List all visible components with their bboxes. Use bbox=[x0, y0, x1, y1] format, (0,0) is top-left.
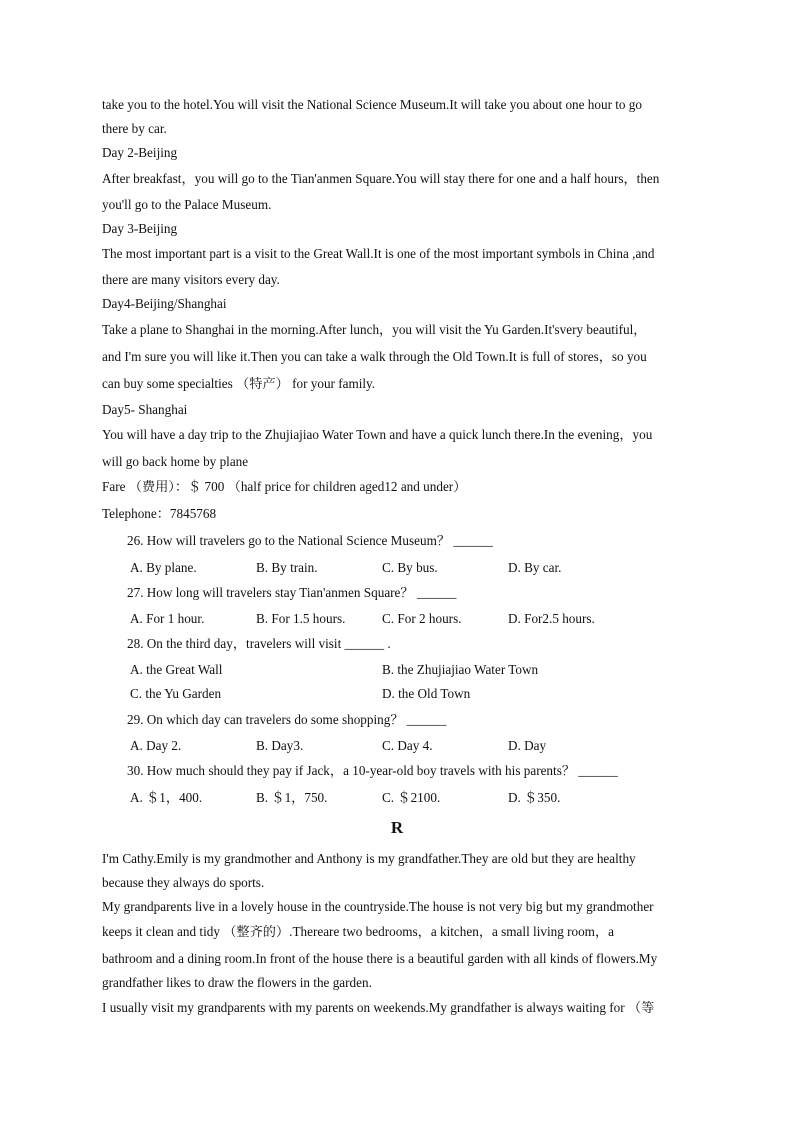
passage-line: After breakfast，you will go to the Tian'anmen Square.You will stay there for one and a half hours，then bbox=[102, 171, 660, 186]
option-d: D. Day bbox=[508, 738, 547, 753]
option-c: C. the Yu Garden bbox=[130, 686, 222, 701]
option-a: A. For 1 hour. bbox=[130, 611, 205, 626]
option-c: C. For 2 hours. bbox=[382, 611, 462, 626]
passage-line: you'll go to the Palace Museum. bbox=[102, 197, 272, 212]
passage-line: can buy some specialties （特产） for your family. bbox=[102, 376, 376, 391]
option-b: B. Day3. bbox=[256, 738, 304, 753]
passage-line: there by car. bbox=[102, 121, 167, 136]
option-c: C. Day 4. bbox=[382, 738, 433, 753]
day-heading: Day4-Beijing/Shanghai bbox=[102, 296, 227, 311]
question-stem: 29. On which day can travelers do some shopping？ ______ bbox=[127, 712, 447, 727]
passage-line: I usually visit my grandparents with my parents on weekends.My grandfather is always waiting for （等 bbox=[102, 1000, 655, 1015]
option-d: D. For2.5 hours. bbox=[508, 611, 595, 626]
passage-line: and I'm sure you will like it.Then you can take a walk through the Old Town.It is full of stores，so you bbox=[102, 349, 647, 364]
question-stem: 27. How long will travelers stay Tian'anmen Square？ ______ bbox=[127, 585, 457, 600]
day-heading: Day5- Shanghai bbox=[102, 402, 188, 417]
option-b: B. By train. bbox=[256, 560, 318, 575]
fare-line: Fare （费用）：＄ 700 （half price for children aged12 and under） bbox=[102, 479, 467, 494]
passage-line: The most important part is a visit to the Great Wall.It is one of the most important symbols in China ,and bbox=[102, 246, 655, 261]
option-d: D. the Old Town bbox=[382, 686, 471, 701]
option-b: B. ＄1，750. bbox=[256, 790, 328, 805]
passage-line: Take a plane to Shanghai in the morning.After lunch，you will visit the Yu Garden.It'svery beautiful， bbox=[102, 322, 647, 337]
passage-line: will go back home by plane bbox=[102, 454, 249, 469]
passage-line: My grandparents live in a lovely house in the countryside.The house is not very big but my grandmother bbox=[102, 899, 654, 914]
passage-line: keeps it clean and tidy （整齐的）.Thereare two bedrooms，a kitchen，a small living room，a bbox=[102, 924, 614, 939]
option-a: A. By plane. bbox=[130, 560, 197, 575]
option-d: D. ＄350. bbox=[508, 790, 561, 805]
question-stem: 30. How much should they pay if Jack，a 10-year-old boy travels with his parents？ ______ bbox=[127, 763, 618, 778]
option-a: A. Day 2. bbox=[130, 738, 182, 753]
option-b: B. the Zhujiajiao Water Town bbox=[382, 662, 539, 677]
question-stem: 28. On the third day，travelers will visit ______ . bbox=[127, 636, 391, 651]
option-d: D. By car. bbox=[508, 560, 562, 575]
option-a: A. the Great Wall bbox=[130, 662, 223, 677]
passage-line: bathroom and a dining room.In front of the house there is a beautiful garden with all kinds of flowers.My bbox=[102, 951, 658, 966]
passage-line: there are many visitors every day. bbox=[102, 272, 280, 287]
passage-line: I'm Cathy.Emily is my grandmother and Anthony is my grandfather.They are old but they are healthy bbox=[102, 851, 636, 866]
passage-line: because they always do sports. bbox=[102, 875, 265, 890]
option-a: A. ＄1，400. bbox=[130, 790, 203, 805]
option-b: B. For 1.5 hours. bbox=[256, 611, 346, 626]
option-c: C. ＄2100. bbox=[382, 790, 441, 805]
day-heading: Day 3-Beijing bbox=[102, 221, 178, 236]
passage-line: grandfather likes to draw the flowers in the garden. bbox=[102, 975, 372, 990]
section-heading: R bbox=[390, 818, 404, 837]
question-stem: 26. How will travelers go to the National Science Museum？ ______ bbox=[127, 533, 493, 548]
telephone-line: Telephone：7845768 bbox=[102, 506, 217, 521]
option-c: C. By bus. bbox=[382, 560, 438, 575]
passage-line: take you to the hotel.You will visit the National Science Museum.It will take you about one hour to go bbox=[102, 97, 642, 112]
passage-line: You will have a day trip to the Zhujiajiao Water Town and have a quick lunch there.In the evening，you bbox=[102, 427, 653, 442]
day-heading: Day 2-Beijing bbox=[102, 145, 178, 160]
